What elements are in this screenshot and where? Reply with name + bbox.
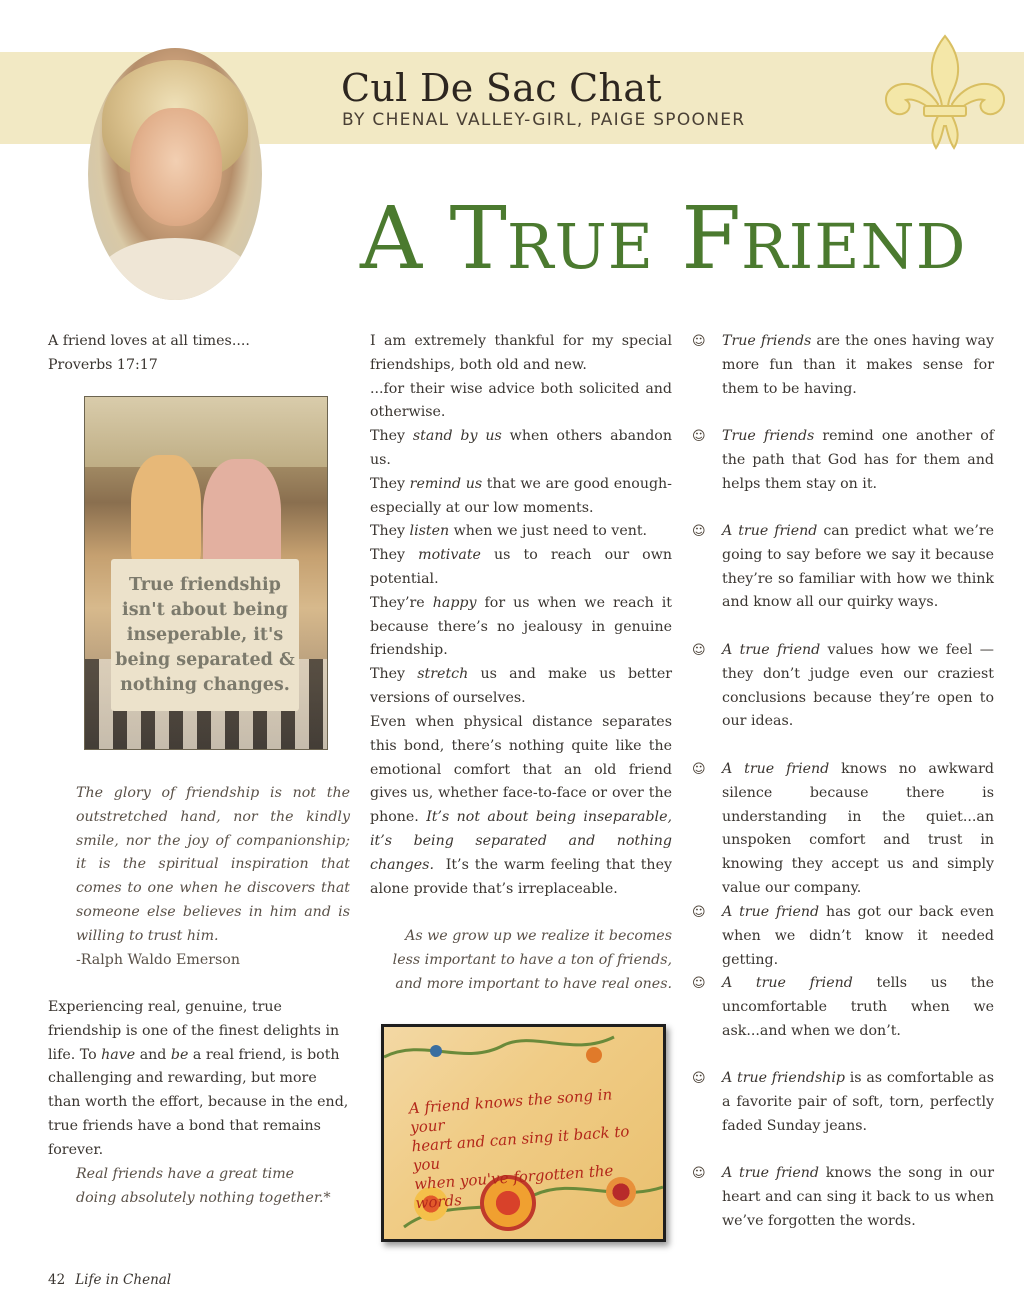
title-word-rue: RUE	[506, 210, 655, 283]
thankful-line	[370, 663, 672, 711]
thankful-emphasis: happy	[432, 594, 477, 611]
friend-item-text: knows the song in our heart and can sing it back to us when we’ve forgotten the words.	[722, 1165, 994, 1229]
bullet-icon: ☺	[692, 762, 706, 777]
thankful-line	[370, 473, 672, 521]
closing-quote-line: Real friends have a great time	[76, 1166, 295, 1182]
friend-item-lead: A true friend	[722, 523, 818, 539]
bullet-icon: ☺	[692, 334, 706, 349]
friend-item-text: are the ones having way more fun than it makes sense for them to be having.	[722, 333, 994, 397]
title-letter-t: T	[449, 189, 507, 289]
portrait-face	[130, 108, 222, 226]
closing-quote	[76, 1163, 350, 1211]
bullet-icon: ☺	[692, 905, 706, 920]
friend-item-lead: A true friendship	[722, 1070, 845, 1086]
bullet-icon: ☺	[692, 976, 706, 991]
title-word-riend: RIEND	[741, 210, 967, 283]
photo-figure	[131, 455, 201, 575]
bullet-icon: ☺	[692, 429, 706, 444]
friend-item-text: remind one another of the path that God has for them and helps them stay on it.	[722, 428, 994, 492]
photo-sign-text: True friendship isn't about being inseperable, it's being separated & nothing changes.	[115, 574, 295, 695]
thankful-emphasis: stand by us	[412, 428, 502, 445]
title-space-2	[654, 189, 681, 289]
friend-item	[722, 330, 994, 401]
friend-item	[722, 901, 994, 972]
photo-background	[85, 397, 327, 467]
thankful-line-text: that we are good enough- especially at our low moments.	[370, 475, 672, 516]
thankful-line-text: They	[370, 428, 413, 445]
pull-quote-line: As we grow up we realize it becomes	[405, 928, 672, 944]
friend-item-lead: A true friend	[722, 904, 820, 920]
distance-paragraph	[370, 711, 672, 901]
thankful-line	[370, 592, 672, 663]
friend-item-lead: True friends	[722, 333, 812, 349]
friend-item	[722, 972, 994, 1043]
friend-item-lead: A true friend	[722, 761, 830, 777]
friend-item-text: knows no awkward silence because there is understanding in the quiet...an unspoken comfort and trust in knowing they accept us and simply value our company.	[722, 761, 994, 896]
friend-item-lead: A true friend	[722, 975, 853, 991]
portrait-shoulder	[98, 238, 252, 300]
page-number: 42	[48, 1272, 66, 1288]
thankful-line-text: They	[370, 475, 410, 492]
bullet-icon: ☺	[692, 524, 706, 539]
friend-item	[722, 639, 994, 734]
bullet-icon: ☺	[692, 1071, 706, 1086]
thankful-line-text: us and make us better versions of ourselves.	[370, 666, 672, 706]
emerson-quote	[76, 782, 350, 949]
pull-quote	[370, 925, 672, 996]
friend-item-text: values how we feel — they don’t judge even our craziest conclusions because they’re open to our ideas.	[722, 642, 994, 730]
thankful-line-text: They	[370, 666, 418, 683]
closing-quote-line: doing absolutely nothing together.*	[76, 1189, 331, 1206]
epigraph-reference: Proverbs 17:17	[48, 356, 158, 373]
title-letter-a: A	[360, 189, 423, 289]
bullet-icon: ☺	[692, 643, 706, 658]
photo-sign	[111, 559, 299, 711]
friend-item-text: is as comfortable as a favorite pair of soft, torn, perfectly faded Sunday jeans.	[722, 1070, 994, 1134]
pull-quote-line: less important to have a ton of friends,	[392, 951, 672, 968]
thankful-emphasis: remind us	[409, 475, 483, 492]
distance-text-end: It’s the warm feeling that they alone provide that’s irreplaceable.	[370, 856, 672, 897]
thankful-emphasis: listen	[409, 523, 450, 540]
thankful-line	[370, 520, 672, 544]
friend-item	[722, 758, 994, 901]
thankful-line-text: They’re	[370, 594, 433, 611]
friend-item-text: tells us the uncomfortable truth when we ask...and when we don’t.	[722, 975, 994, 1039]
friend-item	[722, 520, 994, 615]
friends-photo	[84, 396, 328, 750]
thankful-emphasis: motivate	[418, 547, 481, 564]
intro-text-2: and	[139, 1046, 167, 1063]
friend-item-text: can predict what we’re going to say before we say it because they’re so familiar with how we think and know all our quirky ways.	[722, 523, 995, 611]
author-portrait	[88, 48, 262, 300]
distance-emphasis: It’s not about being inseparable, it’s being separated and nothing changes.	[370, 809, 672, 873]
title-letter-f: F	[681, 189, 742, 289]
thankful-line-text: ...for their wise advice both solicited and otherwise.	[370, 380, 672, 421]
thankful-line-text: when others abandon us.	[370, 428, 672, 468]
emerson-quote-text: The glory of friendship is not the outstretched hand, nor the kindly smile, nor the joy of companionship; it is the spiritual inspiration that comes to one when he discovers that someone else believes in him and is willing to trust him.	[76, 785, 350, 944]
article-title	[360, 189, 967, 289]
friend-item-lead: True friends	[722, 428, 815, 444]
intro-emphasis-have: have	[101, 1046, 136, 1063]
artwork-quote: A friend knows the song in your heart and can sing it back to you when you've forgotten the words	[408, 1085, 630, 1213]
thankful-line	[370, 378, 672, 426]
byline: BY CHENAL VALLEY-GIRL, PAIGE SPOONER	[342, 110, 746, 130]
intro-paragraph	[48, 996, 352, 1163]
song-artwork	[381, 1024, 666, 1242]
distance-text: Even when physical distance separates this bond, there’s nothing quite like the emotional comfort that an old friend gives us, whether face-to-face or over the phone.	[370, 714, 672, 826]
fleur-de-lis-icon	[880, 30, 1010, 155]
thankful-line-text: for us when we reach it because there’s no jealousy in genuine friendship.	[370, 594, 672, 659]
thankful-line-text: when we just need to vent.	[449, 523, 648, 540]
thankful-line	[370, 330, 672, 378]
publication-name: Life in Chenal	[75, 1272, 172, 1288]
epigraph-line: A friend loves at all times....	[48, 333, 250, 349]
friend-item	[722, 425, 994, 496]
epigraph	[48, 330, 348, 378]
thankful-list	[370, 330, 672, 711]
pull-quote-line: and more important to have real ones.	[395, 975, 672, 992]
friend-item-lead: A true friend	[722, 1165, 819, 1181]
thankful-line	[370, 544, 672, 592]
emerson-attribution: -Ralph Waldo Emerson	[76, 952, 240, 968]
friend-item	[722, 1067, 994, 1138]
friend-item-text: has got our back even when we didn’t know it needed getting.	[722, 904, 994, 968]
friend-item-lead: A true friend	[722, 642, 821, 658]
thankful-line	[370, 425, 672, 473]
intro-text-3: a real friend, is both challenging and rewarding, but more than worth the effort, because in the end, true friends have a bond that remains forever.	[48, 1046, 349, 1158]
page-footer	[48, 1272, 171, 1288]
thankful-line-text: They	[370, 523, 410, 540]
intro-emphasis-be: be	[170, 1046, 189, 1063]
thankful-line-text: They	[370, 547, 419, 564]
intro-text-1: Experiencing real, genuine, true friendship is one of the finest delights in life. To	[48, 999, 340, 1063]
friend-item	[722, 1162, 994, 1233]
thankful-line-text: us to reach our own potential.	[370, 547, 673, 587]
thankful-line-text: I am extremely thankful for my special friendships, both old and new.	[370, 333, 672, 373]
title-space	[422, 189, 449, 289]
column-title: Cul De Sac Chat	[341, 66, 662, 110]
thankful-emphasis: stretch	[417, 666, 469, 683]
bullet-icon: ☺	[692, 1166, 706, 1181]
